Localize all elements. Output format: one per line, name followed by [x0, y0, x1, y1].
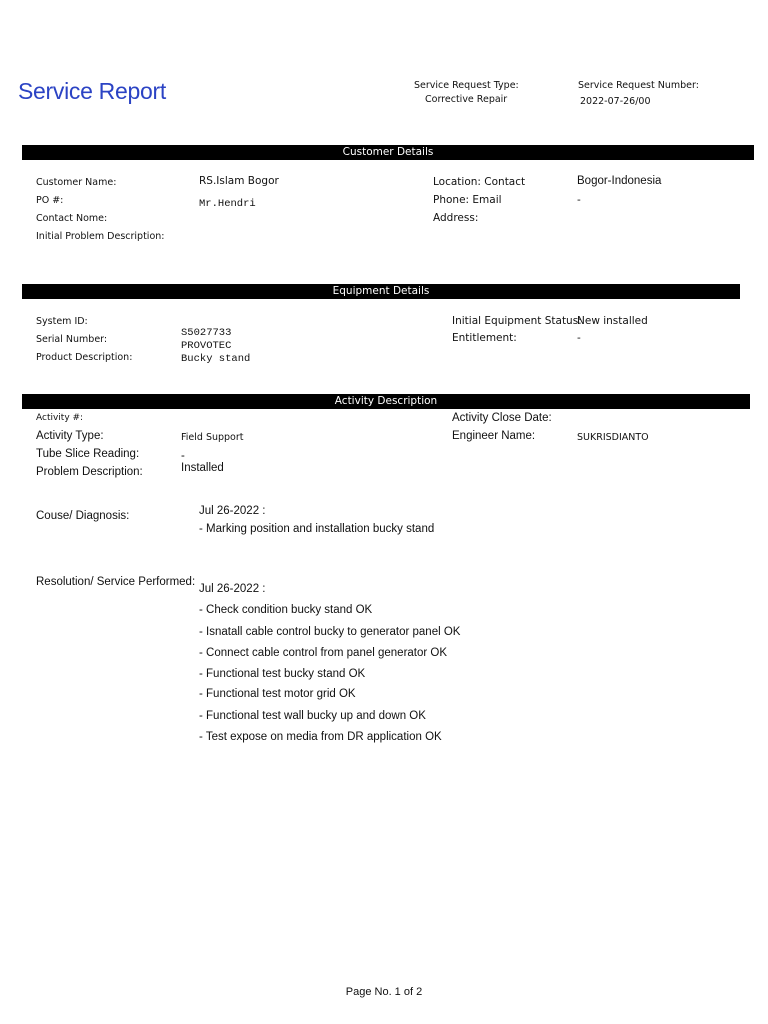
resolution-item: - Functional test wall bucky up and down OK — [199, 710, 426, 722]
po-label: PO #: — [36, 195, 64, 206]
system-id-label: System ID: — [36, 316, 88, 327]
customer-details-header: Customer Details — [22, 145, 754, 160]
serial-number-value-2: PROVOTEC — [181, 340, 232, 352]
diagnosis-label: Couse/ Diagnosis: — [36, 510, 130, 522]
activity-close-date-label: Activity Close Date: — [452, 412, 552, 424]
request-number-value: 2022-07-26/00 — [580, 96, 651, 107]
resolution-item: - Functional test motor grid OK — [199, 688, 356, 700]
equipment-details-header: Equipment Details — [22, 284, 740, 299]
contact-label: Contact Nome: — [36, 213, 108, 224]
activity-description-header: Activity Description — [22, 394, 750, 409]
activity-type-value: Field Support — [181, 432, 244, 443]
phone-label: Phone: Email — [433, 194, 502, 206]
customer-name-value: RS.Islam Bogor — [199, 175, 279, 187]
equipment-status-label: Initial Equipment Status: — [452, 315, 582, 327]
product-description-value: Bucky stand — [181, 353, 251, 365]
request-type-label: Service Request Type: — [414, 80, 519, 91]
initial-problem-label: Initial Problem Description: — [36, 231, 165, 242]
serial-number-value: S5027733 — [181, 327, 232, 339]
activity-number-label: Activity #: — [36, 413, 84, 423]
resolution-item: - Test expose on media from DR application OK — [199, 731, 442, 743]
resolution-item: - Functional test bucky stand OK — [199, 668, 366, 680]
resolution-item: - Isnatall cable control bucky to generator panel OK — [199, 626, 461, 638]
request-type-value: Corrective Repair — [425, 94, 508, 105]
resolution-item: - Connect cable control from panel generator OK — [199, 647, 448, 659]
product-description-label: Product Description: — [36, 352, 133, 363]
request-number-label: Service Request Number: — [578, 80, 699, 91]
page-title: Service Report — [18, 78, 166, 104]
entitlement-value: - — [577, 332, 581, 344]
location-value: Bogor-Indonesia — [577, 175, 662, 187]
diagnosis-text: - Marking position and installation bucky stand — [199, 523, 435, 535]
entitlement-label: Entitlement: — [452, 332, 517, 344]
diagnosis-date: Jul 26-2022 : — [199, 505, 266, 517]
tube-slice-value: - — [181, 450, 185, 462]
resolution-item: - Check condition bucky stand OK — [199, 604, 373, 616]
resolution-date: Jul 26-2022 : — [199, 583, 266, 595]
serial-number-label: Serial Number: — [36, 334, 108, 345]
activity-type-label: Activity Type: — [36, 430, 104, 442]
page-number: Page No. 1 of 2 — [345, 986, 423, 998]
equipment-status-value: New installed — [577, 315, 648, 327]
tube-slice-label: Tube Slice Reading: — [36, 448, 140, 460]
customer-name-label: Customer Name: — [36, 177, 117, 188]
problem-description-value: Installed — [181, 462, 224, 474]
po-value: Mr.Hendri — [199, 198, 256, 210]
phone-value: - — [577, 194, 581, 206]
resolution-label: Resolution/ Service Performed: — [36, 576, 196, 588]
address-label: Address: — [433, 212, 479, 224]
location-label: Location: Contact — [433, 176, 526, 188]
engineer-name-value: SUKRISDIANTO — [577, 432, 649, 443]
engineer-name-label: Engineer Name: — [452, 430, 536, 442]
problem-description-label: Problem Description: — [36, 466, 143, 478]
